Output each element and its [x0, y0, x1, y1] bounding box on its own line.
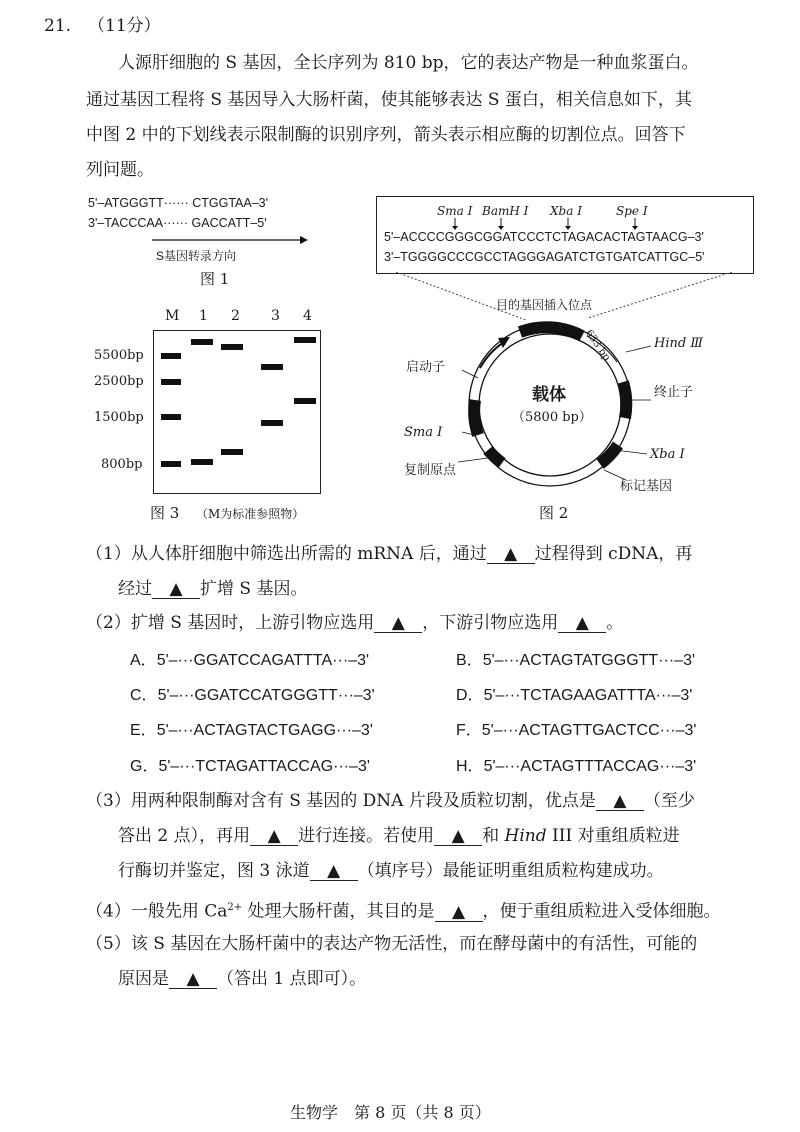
gel-box [153, 330, 321, 494]
option-e[interactable]: E．5'–···ACTAGTACTGAGG···–3' [130, 722, 373, 739]
fig2-cut-arrows [376, 217, 752, 231]
fig3-caption-note: （M为标准参照物） [196, 507, 305, 521]
q4-blank[interactable]: ▲ [435, 903, 483, 922]
q1-line-2: 经过 ▲ 扩增 S 基因。 [118, 579, 308, 599]
gel-band-1-upper [191, 339, 213, 345]
fig3-size-2500: 2500bp [94, 374, 144, 389]
fig2-caption: 图 2 [539, 504, 569, 522]
q3-blank-advantage[interactable]: ▲ [596, 792, 644, 811]
gel-band-3-lower [261, 420, 283, 426]
fig2-arc-label: 633 bp [582, 328, 613, 364]
fig2-insert-label: 目的基因插入位点 [496, 298, 593, 312]
option-d[interactable]: D．5'–···TCTAGAAGATTTA···–3' [456, 687, 693, 704]
fig3-size-800: 800bp [101, 457, 143, 472]
q1-blank-1[interactable]: ▲ [487, 545, 535, 564]
q1-blank-2[interactable]: ▲ [152, 580, 200, 599]
fig1-bottom-strand: 3'–TACCCAA······ GACCATT–5' [88, 216, 267, 230]
gel-band-2-upper [221, 344, 243, 350]
fig2-sma-label: Sma Ⅰ [404, 425, 443, 440]
intro-line-4: 列问题。 [86, 160, 154, 180]
fig2-enzyme-bamh: BamH Ⅰ [482, 204, 529, 218]
q5-line-2: 原因是 ▲ （答出 1 点即可）。 [118, 969, 367, 989]
q3-blank-ligase[interactable]: ▲ [250, 827, 298, 846]
fig3-lane-m: M [165, 308, 180, 324]
gel-band-m-2500 [161, 379, 181, 385]
intro-line-3: 中图 2 中的下划线表示限制酶的识别序列，箭头表示相应酶的切割位点。回答下 [86, 125, 686, 145]
option-b[interactable]: B．5'–···ACTAGTATGGGTT···–3' [456, 652, 696, 669]
gel-band-2-lower [221, 449, 243, 455]
option-h[interactable]: H．5'–···ACTAGTTTACCAG···–3' [456, 758, 697, 775]
gel-band-m-1500 [161, 414, 181, 420]
q3-line-3: 行酶切并鉴定，图 3 泳道 ▲ （填序号）最能证明重组质粒构建成功。 [118, 861, 664, 881]
fig2-xba-label: Xba Ⅰ [650, 447, 685, 462]
option-f[interactable]: F．5'–···ACTAGTTGACTCC···–3' [456, 722, 697, 739]
fig3-lane-3: 3 [271, 308, 280, 324]
q2-blank-downstream[interactable]: ▲ [558, 614, 606, 633]
fig2-enzyme-xba: Xba Ⅰ [550, 204, 582, 218]
q2-line: （2）扩增 S 基因时，上游引物应选用 ▲ ，下游引物应选用 ▲ 。 [86, 613, 624, 633]
gel-band-4-upper [294, 337, 316, 343]
fig2-vector-size: （5800 bp） [512, 410, 592, 425]
page-footer: 生物学 第 8 页（共 8 页） [290, 1103, 491, 1122]
fig2-vector-name: 载体 [532, 385, 566, 405]
gel-band-4-lower [294, 398, 316, 404]
fig3-caption: 图 3 [150, 504, 180, 522]
option-c[interactable]: C．5'–···GGATCCATGGGTT···–3' [130, 687, 375, 704]
q4-line: （4）一般先用 $Ca^{2+}$ 处理大肠杆菌，其目的是 ▲ ，便于重组质粒进入受体细胞。 [86, 901, 721, 922]
fig1-caption: 图 1 [200, 270, 230, 288]
fig3-size-5500: 5500bp [94, 348, 144, 363]
option-a[interactable]: A．5'–···GGATCCAGATTTA···–3' [130, 652, 370, 669]
fig2-ori-label: 复制原点 [404, 463, 457, 478]
q3-blank-lane[interactable]: ▲ [310, 862, 358, 881]
q3-line-2: 答出 2 点），再用 ▲ 进行连接。若使用 ▲ 和 Hind III 对重组质粒进 [118, 826, 680, 846]
q2-blank-upstream[interactable]: ▲ [374, 614, 422, 633]
fig2-marker-label: 标记基因 [620, 479, 673, 494]
fig2-enzyme-spe: Spe Ⅰ [616, 204, 648, 218]
intro-line-1: 人源肝细胞的 S 基因，全长序列为 810 bp，它的表达产物是一种血浆蛋白。 [118, 53, 699, 73]
fig3-size-1500: 1500bp [94, 410, 144, 425]
gel-band-m-5500 [161, 353, 181, 359]
fig2-hind-label: Hind Ⅲ [654, 336, 703, 351]
q3-line-1: （3）用两种限制酶对含有 S 基因的 DNA 片段及质粒切割，优点是 ▲ （至少 [86, 791, 695, 811]
gel-band-3-upper [261, 364, 283, 370]
fig2-promoter-label: 启动子 [406, 360, 446, 375]
question-score: （11分） [88, 16, 161, 36]
question-number: 21. [44, 16, 72, 36]
fig2-seq-top: 5'–ACCCCGGGCGGATCCCTCTAGACACTAGTAACG–3' [384, 230, 704, 244]
fig1-arrow-label: S基因转录方向 [156, 249, 237, 263]
q1-line-1: （1）从人体肝细胞中筛选出所需的 mRNA 后，通过 ▲ 过程得到 cDNA，再 [86, 544, 693, 564]
q3-blank-enzyme[interactable]: ▲ [434, 827, 482, 846]
q5-line-1: （5）该 S 基因在大肠杆菌中的表达产物无活性，而在酵母菌中的有活性，可能的 [86, 934, 698, 954]
gel-band-1-lower [191, 459, 213, 465]
fig2-enzyme-sma: Sma Ⅰ [437, 204, 473, 218]
intro-line-2: 通过基因工程将 S 基因导入大肠杆菌，使其能够表达 S 蛋白，相关信息如下，其 [86, 90, 692, 110]
fig1-top-strand: 5'–ATGGGTT······ CTGGTAA–3' [88, 196, 269, 210]
option-g[interactable]: G．5'–···TCTAGATTACCAG···–3' [130, 758, 370, 775]
fig3-lane-1: 1 [199, 308, 208, 324]
fig3-lane-4: 4 [303, 308, 312, 324]
fig1-arrow [150, 234, 310, 246]
fig3-lane-2: 2 [231, 308, 240, 324]
fig2-terminator-label: 终止子 [654, 385, 694, 400]
q5-blank[interactable]: ▲ [169, 970, 217, 989]
fig2-seq-bottom: 3'–TGGGGCCCGCCTAGGGAGATCTGTGATCATTGC–5' [384, 250, 705, 264]
gel-band-m-800 [161, 461, 181, 467]
